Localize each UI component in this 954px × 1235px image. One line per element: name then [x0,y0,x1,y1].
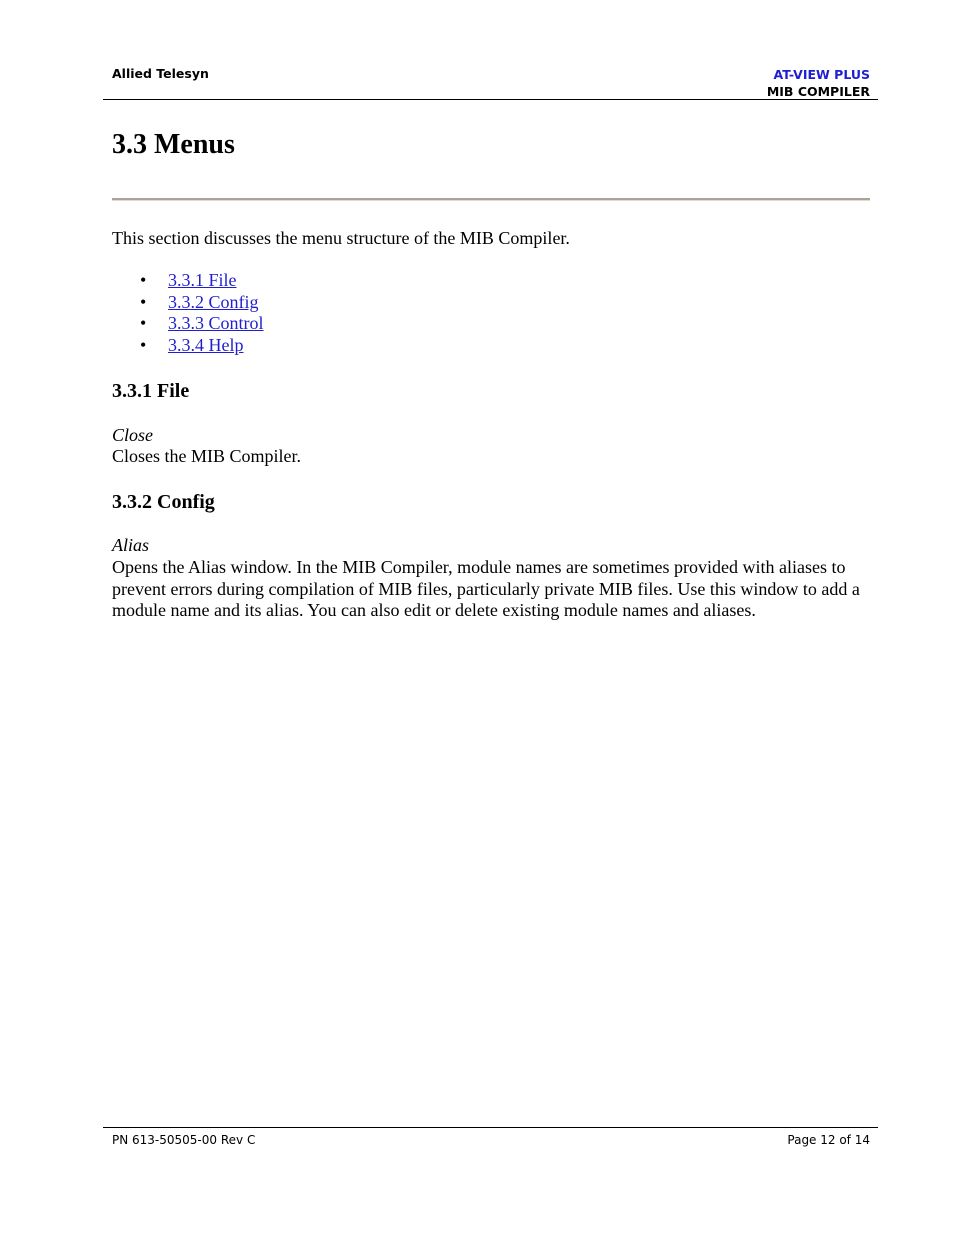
bullet-icon: • [140,291,147,312]
menu-item-term-alias: Alias [112,535,150,555]
bullet-icon: • [140,313,147,333]
list-item [112,292,264,314]
link-control[interactable]: 3.3.3 Control [168,313,264,333]
list-item [112,313,264,335]
header-divider [103,99,878,100]
footer-page-number: Page 12 of 14 [787,1133,870,1147]
list-item [112,335,264,357]
page-title: 3.3 Menus [112,129,235,160]
menu-item-term-close: Close [112,425,154,445]
menu-item-description-close: Closes the MIB Compiler. [112,446,301,466]
footer-divider [103,1127,878,1128]
section-link-list [112,270,264,356]
bullet-icon: • [140,270,147,290]
link-help[interactable]: 3.3.4 Help [168,334,244,355]
header-product-block [767,66,870,100]
header-module: MIB COMPILER [766,84,870,99]
footer-part-number: PN 613-50505-00 Rev C [112,1133,256,1147]
link-file[interactable]: 3.3.1 File [168,270,237,290]
section-heading-config: 3.3.2 Config [112,491,215,513]
intro-paragraph: This section discusses the menu structure of the MIB Compiler. [112,228,570,248]
section-heading-file: 3.3.1 File [112,380,190,402]
bullet-icon: • [140,334,147,355]
link-config[interactable]: 3.3.2 Config [168,291,259,312]
list-item [112,270,264,292]
menu-item-description-alias: Opens the Alias window. In the MIB Compiler, module names are sometimes provided with aliases to prevent errors during compilation of MIB files, particularly private MIB files. Use this window to add a module name and its alias. You can also edit or delete existing module names and aliases. [112,557,860,620]
header-company: Allied Telesyn [112,66,209,81]
title-divider [112,198,870,201]
header-product: AT-VIEW PLUS [773,67,870,82]
